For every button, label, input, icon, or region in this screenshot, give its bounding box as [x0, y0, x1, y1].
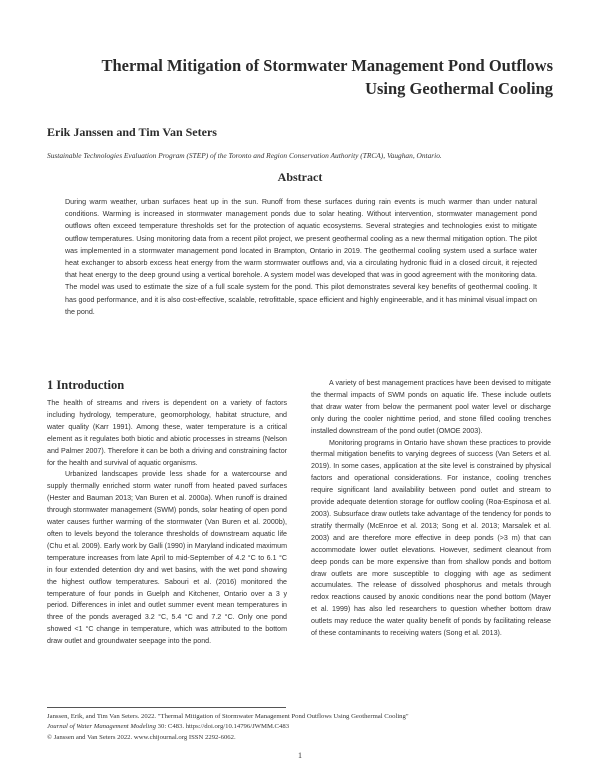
paragraph: Monitoring programs in Ontario have shown these practices to provide thermal mitigation benefits to varying degrees of success (Van Seters et al. 2019). In some cases, application at the site level is constrained by physical factors and operational considerations. For instance, cooling trenches require significant land availability between pond outlet and stream to provide adequate detention storage for outflow cooling (Roa-Espinosa et al. 2003). Subsurface draw outlets take advantage of the tendency for ponds to stratify thermally (McEnroe et al. 2013; Song et al. 2013; Marsalek et al. 2003) and are therefore more effective in deep ponds (>3 m) that can accommodate lower outlet elevations. However, sediment cleanout from deep ponds can be more expensive than from shallow ponds and bottom draw outlets are more susceptible to clogging with age as sediment accumulates. The release of dissolved phosphorus and metals through redox reactions caused by anoxic conditions near the pond bottom (Mayer et al. 1999) has also led researchers to question whether bottom draw outlets may reduce the water quality benefit of ponds by facilitating release of these contaminants to receiving waters (Song et al. 2013).	[311, 438, 551, 638]
abstract-text: During warm weather, urban surfaces heat up in the sun. Runoff from these surfaces during rain events is much warmer than under natural conditions. Warming is increased in stormwater management ponds due to solar heating. Without intervention, stormwater management pond outflows often exceed temperature thresholds set for the protection of aquatic ecosystems. Several strategies and technologies exist to mitigate outflow temperatures. Using monitoring data from a recent pilot project, we present geothermal cooling as a new thermal mitigation option. The pilot was implemented in a stormwater management pond located in Brampton, Ontario in 2019. The geothermal cooling system used a surface water heat exchanger to absorb excess heat energy from the warm stormwater outflows and, via a circulating hydronic fluid in a closed circuit, it rejected that heat energy to the deep ground using a vertical borehole. A system model was developed that was in good agreement with the monitoring data. The model was used to estimate the size of a full scale system for the pond. This pilot demonstrates several key benefits of geothermal cooling. It has good performance, and it is also cost-effective, scalable, retrofittable, space efficient and highly engineerable, and it has minimal visual impact on the pond.	[65, 198, 537, 316]
section-heading-introduction: 1 Introduction	[47, 378, 125, 392]
paragraph: Urbanized landscapes provide less shade for a watercourse and supply thermally enriched storm water runoff from heated paved surfaces (Hester and Bauman 2013; Van Buren et al. 2000a). When runoff is drained through stormwater management (SWM) ponds, solar heating of open pond water causes further warming of the stormwater (Van Buren et al. 2000b), often to levels beyond the tolerance thresholds of downstream aquatic life (Chu et al. 2009). Early work by Galli (1990) in Maryland indicated maximum temperature increases from late April to mid-September of 4.2 °C to 6.1 °C in four extended detention dry and wet basins, with the wet pond showing the highest outflow temperatures. Sabouri et al. (2016) monitored the temperature of four ponds in Guelph and Kitchener, Ontario over a 3 y period. Differences in inlet and outlet summer event mean temperatures in three of the ponds averaged 3.2 °C, 5.4 °C and 7.2 °C. Only one pond showed <1 °C change in temperature, which was attributed to the bottom draw outlet and groundwater seepage into the pond.	[47, 470, 287, 646]
footer-journal-name: Journal of Water Management Modeling	[47, 723, 156, 731]
abstract-heading: Abstract	[277, 170, 323, 184]
footer	[47, 712, 567, 743]
affiliation: Sustainable Technologies Evaluation Program (STEP) of the Toronto and Region Conservation Authority (TRCA), Vaughan, Ontario.	[47, 151, 442, 160]
title-line-2: Using Geothermal Cooling	[365, 79, 553, 98]
footer-journal-line	[47, 722, 567, 732]
authors: Erik Janssen and Tim Van Seters	[47, 125, 217, 139]
left-column	[47, 398, 287, 648]
paragraph: The health of streams and rivers is dependent on a variety of factors including hydrology, temperature, geomorphology, habitat structure, and water quality (Karr 1991). Among these, water temperature is a critical element as it regulates both biotic and abiotic processes in streams (Nelson and Palmer 2007). Therefore it can be both a driving and constraining factor for the health and survival of aquatic organisms.	[47, 399, 287, 467]
right-column	[311, 378, 551, 640]
footer-citation: Janssen, Erik, and Tim Van Seters. 2022. "Thermal Mitigation of Stormwater Management Pond Outflows Using Geothermal Cooling"	[47, 713, 409, 720]
paper-title	[33, 54, 553, 100]
footer-journal-details: 30: C483. https://doi.org/10.14796/JWMM.C483	[155, 723, 290, 731]
footer-copyright: © Janssen and Van Seters 2022. www.chijournal.org ISSN 2292-6062.	[47, 733, 236, 741]
page-number: 1	[298, 751, 302, 760]
title-line-1: Thermal Mitigation of Stormwater Management Pond Outflows	[101, 56, 553, 75]
footnote-rule	[47, 707, 286, 708]
paragraph: A variety of best management practices have been devised to mitigate the thermal impacts of SWM ponds on aquatic life. These include outlets that draw water from below the permanent pool water level or discharge only during the cooler nighttime period, and stone filled cooling trenches installed downstream of the pond outlet (OMOE 2003).	[311, 379, 551, 435]
